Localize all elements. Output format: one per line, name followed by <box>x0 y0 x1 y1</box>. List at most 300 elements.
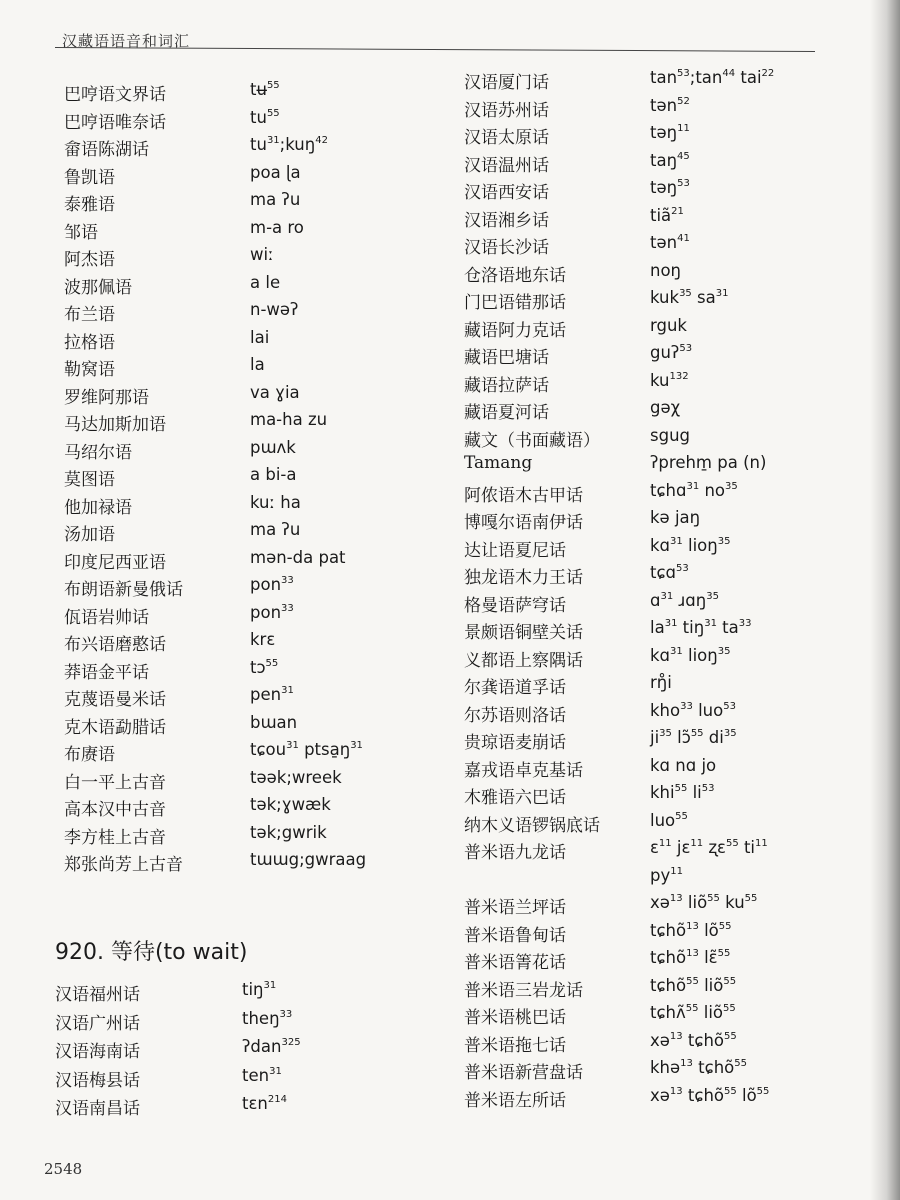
language-name: 普米语三岩龙话 <box>464 980 583 1001</box>
language-name: 仓洛语地东话 <box>464 265 566 286</box>
form-segment: ɛ <box>650 838 659 857</box>
word-form <box>250 850 366 869</box>
tone-superscript: 55 <box>717 948 731 959</box>
form-segment: rguk <box>650 315 687 335</box>
form-segment: poa ɭa <box>250 162 301 182</box>
form-segment: kɑ <box>650 645 671 665</box>
word-form <box>250 245 274 264</box>
language-name: 汉语温州话 <box>464 155 549 176</box>
entry-row <box>464 1058 864 1086</box>
form-segment: khə <box>650 1058 681 1077</box>
tone-superscript: 33 <box>680 700 693 712</box>
form-segment: rŋ̊i <box>650 673 672 692</box>
section-heading: 920. 等待(to wait) <box>55 940 248 965</box>
tone-superscript: 55 <box>724 1085 737 1097</box>
form-segment: sgug <box>650 425 691 445</box>
form-segment: ku <box>719 893 745 912</box>
tone-superscript: 55 <box>724 1030 737 1042</box>
form-segment: ʔdan <box>242 1037 282 1056</box>
entry-row <box>464 316 864 344</box>
word-form <box>250 163 301 182</box>
word-form <box>650 398 680 417</box>
language-name: 景颇语铜壁关话 <box>464 623 583 643</box>
entry-row <box>55 1094 435 1123</box>
form-segment: liõ <box>698 1003 724 1022</box>
entry-row <box>464 618 864 646</box>
entry-row <box>464 261 864 289</box>
tone-superscript: 31 <box>704 618 717 629</box>
entry-row <box>464 728 864 756</box>
language-name: 汉语厦门话 <box>464 73 549 93</box>
word-form <box>650 673 672 692</box>
running-header: 汉藏语语音和词汇 <box>62 32 191 50</box>
tone-superscript: 35 <box>706 590 719 602</box>
tone-superscript: 55 <box>685 1003 699 1014</box>
form-segment: pen <box>250 685 282 704</box>
form-segment: jɛ <box>671 838 691 857</box>
entry-row <box>464 646 864 674</box>
form-segment: m-a ro <box>250 217 304 237</box>
tone-superscript: 55 <box>723 975 737 987</box>
tone-superscript: 13 <box>686 948 699 959</box>
entry-row <box>464 398 864 426</box>
entry-row <box>55 1066 435 1095</box>
word-form <box>650 178 690 197</box>
form-segment: ten <box>242 1065 270 1085</box>
language-name: 贵琼语麦崩话 <box>464 733 566 753</box>
word-form <box>650 1003 736 1022</box>
tone-superscript: 31 <box>286 740 299 751</box>
word-form <box>650 343 692 362</box>
language-name: 木雅语六巴话 <box>464 788 566 808</box>
language-name: 普米语九龙话 <box>464 843 566 863</box>
language-name: 汤加语 <box>64 525 115 545</box>
word-form <box>250 520 300 539</box>
language-name: 汉语长沙话 <box>464 238 549 258</box>
tone-superscript: 31 <box>263 980 277 991</box>
form-segment: tɕhɑ <box>650 480 687 500</box>
entry-row <box>464 343 864 371</box>
form-segment: a le <box>250 272 281 292</box>
language-name: 独龙语木力王话 <box>464 568 583 588</box>
language-name: 汉语福州话 <box>55 985 140 1005</box>
language-name: 博嘎尔语南伊话 <box>464 513 583 533</box>
word-form <box>250 740 363 759</box>
language-name: 藏语阿力克话 <box>464 320 566 341</box>
language-name: 鲁凯语 <box>64 167 115 188</box>
form-segment: krɛ <box>250 630 276 649</box>
left-entry-column <box>64 80 444 878</box>
form-segment: khi <box>650 783 675 802</box>
entry-row <box>64 575 444 603</box>
form-segment: tək;gwrik <box>250 822 327 842</box>
word-form <box>650 96 690 115</box>
tone-superscript: 55 <box>690 728 704 739</box>
word-form <box>242 980 276 999</box>
tone-superscript: 55 <box>265 657 279 669</box>
entry-row <box>64 80 444 108</box>
form-segment: lɛ̃ <box>698 948 718 967</box>
entry-row <box>464 811 864 839</box>
tone-superscript: 53 <box>679 343 693 354</box>
word-form <box>250 823 327 842</box>
form-segment: noŋ <box>650 260 682 280</box>
form-segment: li <box>687 783 702 802</box>
language-name: 马达加斯加语 <box>64 415 166 435</box>
form-segment: tɕhʌ̃ <box>650 1003 686 1022</box>
language-name: 布赓语 <box>64 745 115 765</box>
form-segment: tu <box>250 135 267 154</box>
form-segment: tiŋ <box>677 618 705 637</box>
tone-superscript: 55 <box>756 1085 770 1097</box>
word-form <box>250 383 300 402</box>
form-segment: pɯʌk <box>250 437 296 457</box>
word-form <box>650 563 689 582</box>
word-form <box>242 1094 287 1113</box>
entry-row <box>55 1009 435 1038</box>
word-form <box>650 371 689 390</box>
word-form <box>650 288 728 307</box>
entry-row <box>64 328 444 356</box>
language-name: 藏语夏河话 <box>464 403 549 423</box>
word-form <box>250 603 294 622</box>
entry-row <box>64 630 444 658</box>
entry-row <box>464 563 864 591</box>
entry-row <box>464 508 864 536</box>
tone-superscript: 55 <box>674 783 688 794</box>
form-segment: ;tan <box>689 68 723 87</box>
word-form <box>250 493 301 512</box>
tone-superscript: 45 <box>677 150 690 162</box>
form-segment: tɯɯg;gwraag <box>250 850 367 869</box>
tone-superscript: 55 <box>723 1003 736 1014</box>
tone-superscript: 13 <box>680 1058 693 1069</box>
tone-superscript: 35 <box>723 728 737 739</box>
tone-superscript: 31 <box>686 480 700 492</box>
entry-row <box>64 795 444 823</box>
tone-superscript: 11 <box>670 865 683 877</box>
word-form <box>650 866 683 885</box>
tone-superscript: 53 <box>723 700 736 712</box>
page-edge-shadow <box>870 0 900 1200</box>
entry-row <box>464 1086 864 1114</box>
entry-row <box>64 163 444 191</box>
entry-row <box>464 96 864 124</box>
form-segment: la <box>650 618 665 637</box>
form-segment: luo <box>650 810 676 830</box>
form-segment: guʔ <box>650 343 680 362</box>
form-segment: kuː ha <box>250 492 301 512</box>
word-form <box>650 206 684 225</box>
language-name: 汉语海南话 <box>55 1042 140 1062</box>
language-name: 纳木义语锣锅底话 <box>464 815 600 836</box>
language-name: 高本汉中古音 <box>64 800 166 820</box>
tone-superscript: 31 <box>715 288 729 299</box>
word-form <box>650 838 768 857</box>
word-form <box>650 68 774 87</box>
form-segment: ma ʔu <box>250 520 301 539</box>
language-name: 他加禄语 <box>64 497 132 518</box>
word-form <box>650 618 752 637</box>
entry-row <box>55 980 435 1009</box>
language-name: 布朗语新曼俄话 <box>64 580 183 600</box>
language-name: 普米语兰坪话 <box>464 898 566 918</box>
form-segment: di <box>703 728 724 747</box>
entry-row <box>64 355 444 383</box>
tone-superscript: 31 <box>269 1065 282 1077</box>
form-segment: tan <box>650 68 678 87</box>
word-form <box>250 575 294 594</box>
word-form <box>650 536 730 555</box>
form-segment: tɕhõ <box>692 1058 735 1077</box>
language-name: 藏语巴塘话 <box>464 348 549 368</box>
word-form <box>650 1086 769 1105</box>
entry-row <box>64 713 444 741</box>
tone-superscript: 53 <box>677 178 690 189</box>
form-segment: təək;wreek <box>250 767 342 787</box>
word-form <box>650 1058 747 1077</box>
word-form <box>250 658 278 677</box>
entry-row <box>464 123 864 151</box>
form-segment: ji <box>650 728 660 747</box>
language-name: 李方桂上古音 <box>64 827 166 848</box>
tone-superscript: 11 <box>658 838 672 849</box>
tone-superscript: 31 <box>350 740 363 751</box>
language-name: 巴哼语文界话 <box>64 85 166 105</box>
tone-superscript: 55 <box>266 107 280 119</box>
form-segment: pon <box>250 602 282 622</box>
language-name: 普米语左所话 <box>464 1090 566 1111</box>
form-segment: tɕɑ <box>650 563 677 582</box>
form-segment: n-wəʔ <box>250 300 299 319</box>
form-segment: ʐɛ <box>703 838 726 857</box>
language-name: 汉语广州话 <box>55 1013 140 1034</box>
word-form <box>242 1066 282 1085</box>
language-name: 汉语湘乡话 <box>464 210 549 231</box>
tone-superscript: 31 <box>266 135 280 146</box>
word-form <box>650 811 688 830</box>
tone-superscript: 21 <box>671 205 684 217</box>
form-segment: kuk <box>650 288 680 307</box>
form-segment: lioŋ <box>682 535 718 555</box>
entry-row <box>64 768 444 796</box>
tone-superscript: 55 <box>744 893 758 904</box>
form-segment: tʉ <box>250 80 267 99</box>
form-segment: ʔprehm̱ pa (n) <box>650 453 767 472</box>
entry-row <box>64 520 444 548</box>
form-segment: tu <box>250 107 267 127</box>
entry-row <box>64 218 444 246</box>
word-form <box>650 481 738 500</box>
form-segment: tɛn <box>242 1094 268 1113</box>
form-segment: pon <box>250 575 282 594</box>
language-name: 佤语岩帅话 <box>64 607 149 628</box>
form-segment: təŋ <box>650 178 678 197</box>
form-segment: a bi-a <box>250 465 297 484</box>
language-name: 白一平上古音 <box>64 772 166 793</box>
tone-superscript: 33 <box>281 602 294 614</box>
word-form <box>650 783 715 802</box>
form-segment: liõ <box>698 975 724 995</box>
word-form <box>250 80 280 99</box>
tone-superscript: 22 <box>761 68 775 79</box>
tone-superscript: 33 <box>738 618 752 629</box>
language-name: 普米语拖七话 <box>464 1035 566 1056</box>
page-number: 2548 <box>44 1160 83 1178</box>
word-form <box>250 630 275 649</box>
tone-superscript: 35 <box>659 728 672 739</box>
word-form <box>650 316 687 335</box>
language-name: 普米语鲁甸话 <box>464 925 566 946</box>
form-segment: xə <box>650 1030 670 1050</box>
form-segment: va ɣia <box>250 382 300 402</box>
tone-superscript: 35 <box>679 288 692 299</box>
language-name: 汉语南昌话 <box>55 1099 140 1119</box>
form-segment: mən-da pat <box>250 547 346 567</box>
tone-superscript: 55 <box>707 893 720 904</box>
language-name: 布兴语磨憨话 <box>64 635 166 655</box>
word-form <box>650 1031 737 1050</box>
language-name: 巴哼语唯奈话 <box>64 112 166 133</box>
tone-superscript: 13 <box>669 893 683 904</box>
entry-row <box>64 548 444 576</box>
word-form <box>650 426 690 445</box>
tone-superscript: 11 <box>690 838 704 849</box>
language-name: 马绍尔语 <box>64 442 132 463</box>
tone-superscript: 55 <box>734 1058 747 1069</box>
word-form <box>650 261 681 280</box>
form-segment: luo <box>692 700 724 720</box>
entry-row <box>64 658 444 686</box>
entry-row <box>464 151 864 179</box>
entry-row <box>64 850 444 878</box>
word-form <box>250 328 269 347</box>
tone-superscript: 35 <box>717 645 731 657</box>
form-segment: py <box>650 865 671 885</box>
entry-row <box>464 206 864 234</box>
tone-superscript: 31 <box>670 535 683 547</box>
word-form <box>650 701 736 720</box>
form-segment: tɕhõ <box>650 920 687 940</box>
form-segment: tən <box>650 233 678 252</box>
entry-row <box>464 921 864 949</box>
word-form <box>242 1037 301 1056</box>
language-name: 达让语夏尼话 <box>464 540 566 561</box>
form-segment: bɯan <box>250 712 298 732</box>
language-name: 普米语桃巴话 <box>464 1008 566 1028</box>
word-form <box>650 591 719 610</box>
form-segment: lioŋ <box>682 645 718 665</box>
word-form <box>250 685 294 704</box>
language-name: 普米语新营盘话 <box>464 1063 583 1083</box>
form-segment: la <box>250 355 265 374</box>
language-name: 藏文（书面藏语） <box>464 430 600 451</box>
language-name: 嘉戎语卓克基话 <box>464 760 583 781</box>
form-segment: taŋ <box>650 150 678 170</box>
entry-row <box>64 383 444 411</box>
language-name: Tamang <box>464 453 533 473</box>
form-segment: tai <box>735 68 762 87</box>
entry-row <box>464 426 864 454</box>
entry-row <box>64 273 444 301</box>
entry-row <box>464 591 864 619</box>
form-segment: təŋ <box>650 123 678 142</box>
form-segment: ma ʔu <box>250 190 301 209</box>
entry-row <box>64 245 444 273</box>
tone-superscript: 53 <box>701 783 715 794</box>
word-form <box>250 795 331 814</box>
tone-superscript: 31 <box>670 645 683 657</box>
form-segment: tiã <box>650 205 672 225</box>
word-form <box>250 108 280 127</box>
language-name: 畲语陈湖话 <box>64 140 149 160</box>
right-entry-column <box>464 68 864 1113</box>
tone-superscript: 11 <box>755 838 768 849</box>
entry-row <box>464 233 864 261</box>
language-name: 尔龚语道孚话 <box>464 678 566 698</box>
form-segment: no <box>699 480 726 500</box>
form-segment: ptsa̱ŋ <box>298 740 351 759</box>
entry-row <box>64 740 444 768</box>
entry-row <box>464 866 864 894</box>
language-name: 阿杰语 <box>64 250 115 270</box>
entry-row <box>64 493 444 521</box>
form-segment: lõ <box>698 920 719 940</box>
tone-superscript: 55 <box>718 920 732 932</box>
tone-superscript: 214 <box>267 1094 287 1105</box>
form-segment: ɑ <box>650 590 661 610</box>
word-form <box>250 548 346 567</box>
entry-row <box>64 685 444 713</box>
form-segment: tɕhõ <box>650 975 687 995</box>
language-name: 拉格语 <box>64 332 115 353</box>
tone-superscript: 55 <box>686 975 699 987</box>
language-name: 藏语拉萨话 <box>464 375 549 396</box>
language-name: 汉语苏州话 <box>464 100 549 121</box>
form-segment: xə <box>650 1085 670 1105</box>
form-segment: lai <box>250 327 270 347</box>
form-segment: ti <box>738 838 756 857</box>
word-form <box>650 646 730 665</box>
tone-superscript: 42 <box>315 135 328 146</box>
tone-superscript: 55 <box>675 810 688 822</box>
word-form <box>650 123 690 142</box>
tone-superscript: 33 <box>279 1008 293 1020</box>
word-form <box>650 893 757 912</box>
word-form <box>650 728 737 747</box>
language-name: 克蔑语曼米话 <box>64 690 166 710</box>
form-segment: tən <box>650 95 678 115</box>
tone-superscript: 33 <box>281 575 294 586</box>
entry-row <box>64 135 444 163</box>
entry-row <box>464 948 864 976</box>
word-form <box>242 1009 292 1028</box>
language-name: 普米语箐花话 <box>464 953 566 973</box>
tone-superscript: 13 <box>686 920 699 932</box>
form-segment: kɑ <box>650 535 671 555</box>
form-segment: tɔ <box>250 657 266 677</box>
entry-row <box>64 300 444 328</box>
form-segment: tək;ɣwæk <box>250 795 331 814</box>
language-name: 克木语勐腊话 <box>64 717 166 738</box>
entry-row <box>464 1003 864 1031</box>
word-form <box>650 921 732 940</box>
form-segment: liõ <box>682 893 708 912</box>
form-segment: ma-ha zu <box>250 410 328 429</box>
form-segment: ;kuŋ <box>279 135 316 154</box>
language-name: 格曼语萨穹话 <box>464 595 566 616</box>
language-name: 汉语梅县话 <box>55 1070 140 1091</box>
